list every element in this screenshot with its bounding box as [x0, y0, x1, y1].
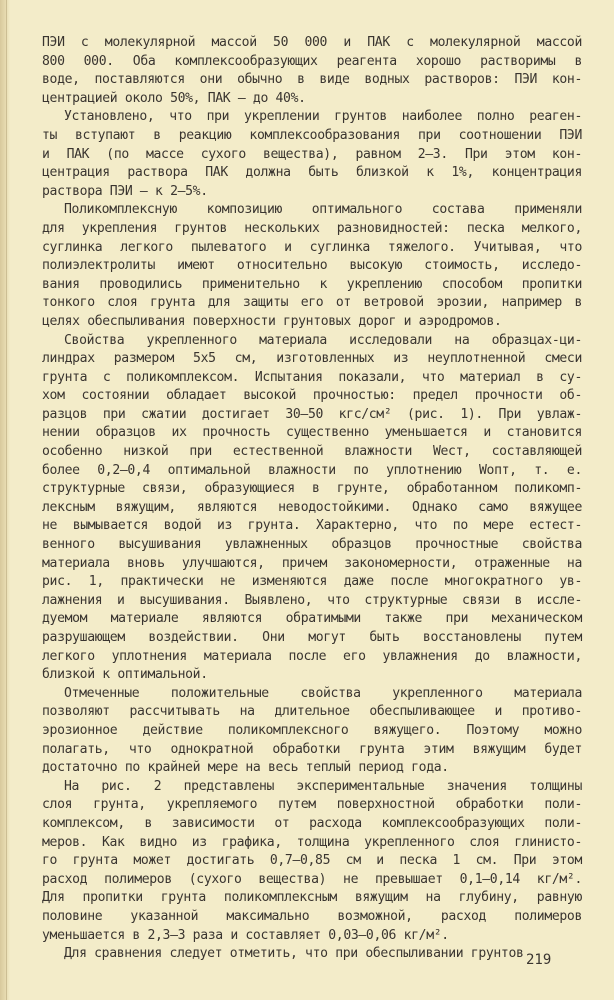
- text-line: полиэлектролиты имеют относительно высокую стоимость, исследо-: [42, 258, 582, 274]
- text-line: слоя грунта, укрепляемого путем поверхностной обработки поли-: [42, 797, 582, 813]
- text-line: разцов при сжатии достигает 30–50 кгс/см² (рис. 1). При увлаж-: [42, 406, 582, 422]
- text-line: рис. 1, практически не изменяются даже после многократного ув-: [42, 574, 582, 590]
- text-line: эрозионное действие поликомплексного вяжущего. Поэтому можно: [42, 722, 582, 738]
- text-line: особенно низкой при естественной влажности Wест, составляющей: [42, 444, 582, 460]
- paragraph: [42, 778, 582, 945]
- text-line: тонкого слоя грунта для защиты его от ветровой эрозии, например в: [42, 295, 582, 311]
- text-line: более 0,2–0,4 оптимальной влажности по уплотнению Wопт, т. е.: [42, 462, 582, 478]
- text-line: го грунта может достигать 0,7–0,85 см и песка 1 см. При этом: [42, 853, 582, 869]
- text-line: достаточно по крайней мере на весь теплый период года.: [42, 760, 449, 776]
- text-line: материала вновь улучшаются, причем закономерности, отраженные на: [42, 555, 582, 571]
- text-line: Поликомплексную композицию оптимального состава применяли: [64, 202, 582, 218]
- text-line: половине указанной максимально возможной, расход полимеров: [42, 908, 582, 924]
- text-line: дуемом материале являются обратимыми также при механическом: [42, 611, 582, 627]
- text-line: разрушающем воздействии. Они могут быть восстановлены путем: [42, 630, 582, 645]
- text-line: близкой к оптимальной.: [42, 667, 208, 683]
- text-line: Установлено, что при укреплении грунтов наиболее полно реаген-: [64, 109, 582, 125]
- paragraph: [42, 945, 582, 964]
- paragraph: [42, 108, 582, 201]
- binding-edge: [6, 0, 7, 1000]
- text-line: центрация раствора ПАК должна быть близкой к 1%, концентрация: [42, 165, 582, 181]
- text-line: структурные связи, образующиеся в грунте, обработанном поликомп-: [42, 481, 582, 497]
- text-line: хом состоянии обладает высокой прочностью: предел прочности об-: [42, 388, 582, 404]
- text-line: Свойства укрепленного материала исследовали на образцах-ци-: [64, 332, 582, 348]
- paragraph: [42, 34, 582, 108]
- text-line: не вымывается водой из грунта. Характерно, что по мере естест-: [42, 518, 582, 534]
- text-line: уменьшается в 2,3–3 раза и составляет 0,03–0,06 кг/м².: [42, 927, 449, 943]
- text-line: Для сравнения следует отметить, что при обеспыливании грунтов: [64, 946, 524, 962]
- text-line: венного высушивания увлажненных образцов прочностные свойства: [42, 537, 582, 553]
- text-line: и ПАК (по массе сухого вещества), равном 2–3. При этом кон-: [42, 146, 582, 162]
- text-line: Для пропитки грунта поликомплексным вяжущим на глубину, равную: [42, 890, 582, 906]
- text-line: полагать, что однократной обработки грунта этим вяжущим будет: [42, 741, 582, 757]
- text-line: вания проводились применительно к укреплению способом пропитки: [42, 276, 582, 292]
- text-line: меров. Как видно из графика, толщина укрепленного слоя глинисто-: [42, 834, 582, 850]
- text-line: лажнения и высушивания. Выявлено, что структурные связи в иссле-: [42, 592, 582, 608]
- paragraph: [42, 332, 582, 685]
- text-line: для укрепления грунтов нескольких разновидностей: песка мелкого,: [42, 220, 582, 236]
- text-line: линдрах размером 5x5 см, изготовленных из неуплотненной смеси: [42, 351, 582, 367]
- text-line: расход полимеров (сухого вещества) не превышает 0,1–0,14 кг/м².: [42, 871, 582, 887]
- text-line: лексным вяжущим, являются неводостойкими. Однако само вяжущее: [42, 499, 582, 515]
- text-line: ты вступают в реакцию комплексообразования при соотношении ПЭИ: [42, 127, 582, 143]
- page-gutter-shadow: [0, 0, 10, 1000]
- text-line: легкого уплотнения материала после его увлажнения до влажности,: [42, 648, 582, 664]
- text-line: центрацией около 50%, ПАК – до 40%.: [42, 90, 306, 106]
- page-number: 219: [526, 952, 552, 968]
- text-line: На рис. 2 представлены экспериментальные значения толщины: [64, 778, 582, 794]
- text-line: ПЭИ с молекулярной массой 50 000 и ПАК с молекулярной массой: [42, 35, 582, 50]
- text-line: воде, поставляются они обычно в виде водных растворов: ПЭИ кон-: [42, 72, 582, 88]
- page-body: [42, 34, 582, 964]
- paragraph: [42, 201, 582, 331]
- text-line: грунта с поликомплексом. Испытания показали, что материал в су-: [42, 369, 582, 385]
- text-line: Отмеченные положительные свойства укрепленного материала: [64, 685, 582, 701]
- text-line: комплексом, в зависимости от расхода комплексообразующих поли-: [42, 815, 582, 831]
- text-line: раствора ПЭИ – к 2–5%.: [42, 183, 208, 199]
- text-line: суглинка легкого пылеватого и суглинка тяжелого. Учитывая, что: [42, 239, 582, 255]
- paragraph: [42, 685, 582, 778]
- text-line: 800 000. Оба комплексообразующих реагента хорошо растворимы в: [42, 53, 582, 69]
- text-line: целях обеспыливания поверхности грунтовых дорог и аэродромов.: [42, 313, 502, 329]
- text-line: позволяют рассчитывать на длительное обеспыливающее и противо-: [42, 704, 582, 720]
- text-line: нении образцов их прочность существенно уменьшается и становится: [42, 425, 582, 441]
